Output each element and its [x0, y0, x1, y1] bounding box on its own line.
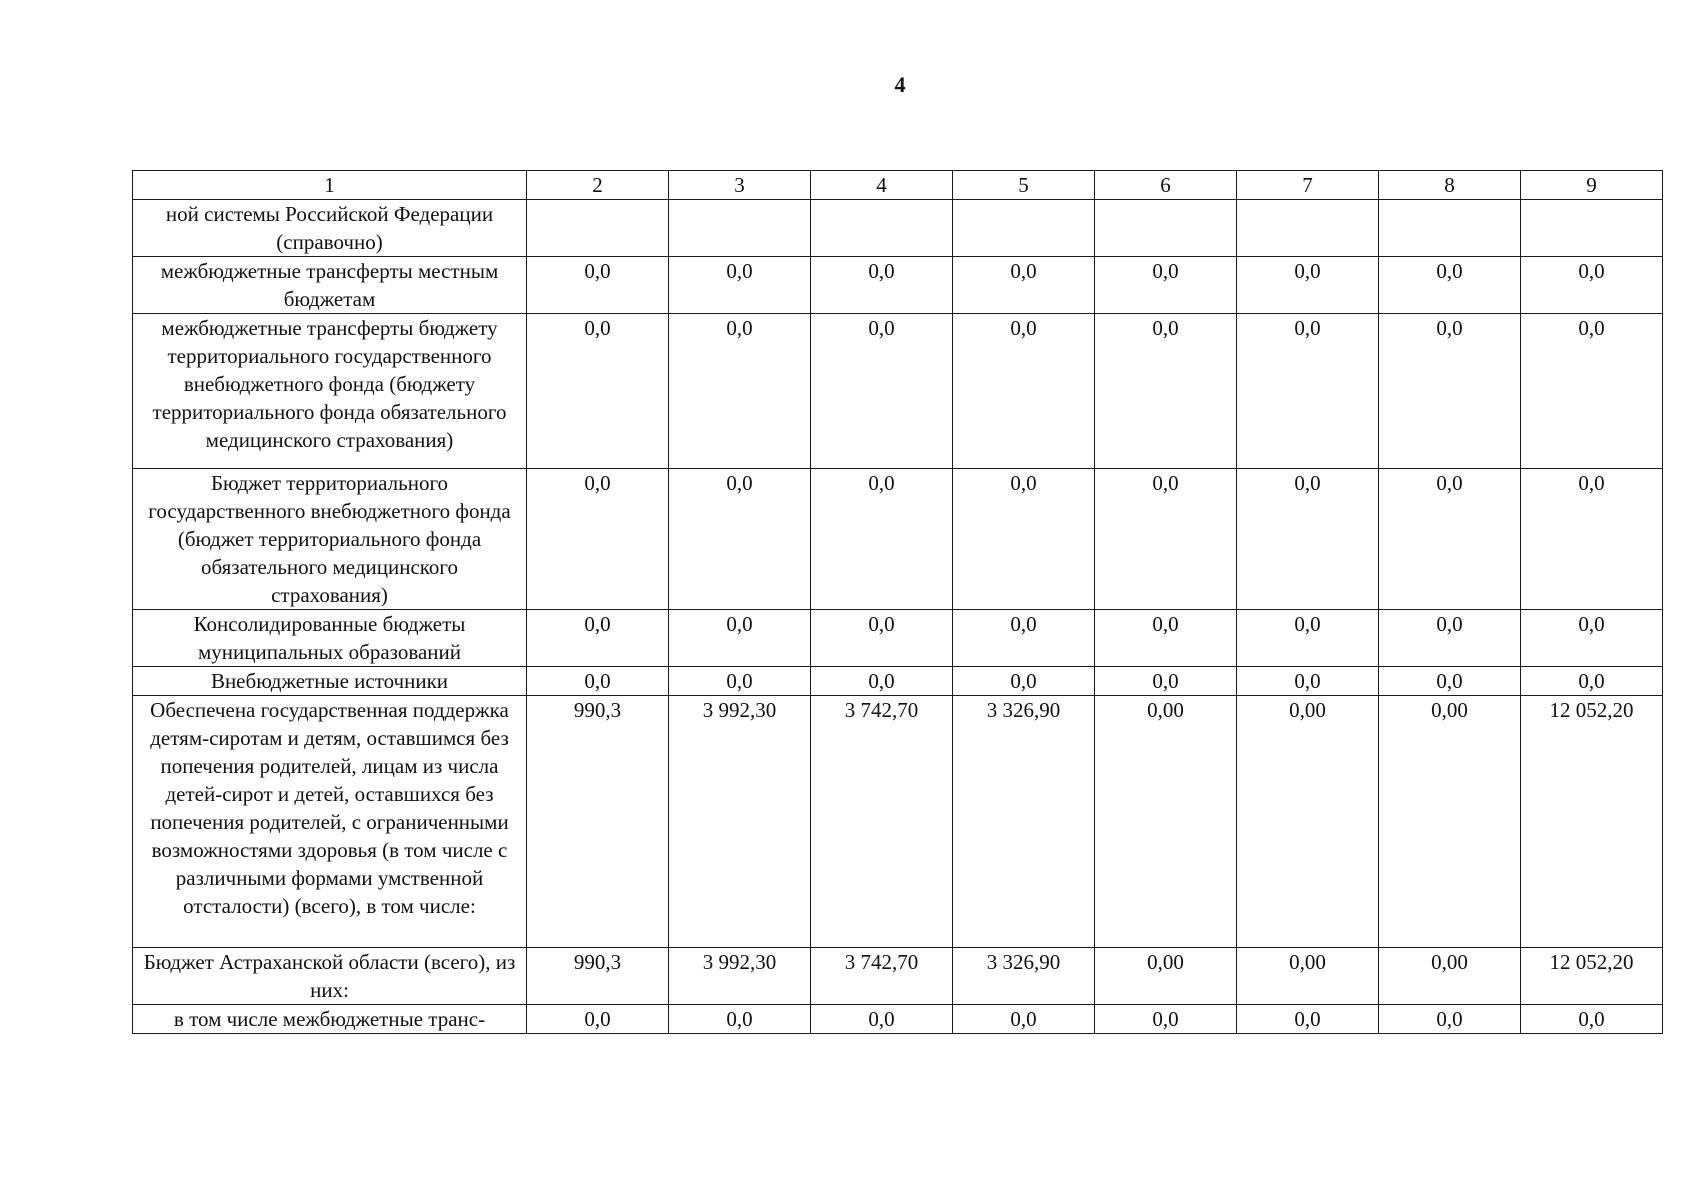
table-row — [133, 257, 1663, 314]
value-cell: 0,0 — [811, 1005, 953, 1034]
page-number: 4 — [894, 72, 906, 97]
value-cell: 3 742,70 — [811, 948, 953, 1005]
row-label: Обеспечена государственная поддержка детям-сиротам и детям, оставшимся без попечения родителей, лицам из числа детей-сирот и детей, оставшихся без попечения родителей, с ограниченными возможностями здоровья (в том числе с различными формами умственной отсталости) (всего), в том числе: — [133, 696, 527, 948]
value-cell: 3 742,70 — [811, 696, 953, 948]
value-cell: 0,0 — [527, 314, 669, 469]
value-cell: 0,0 — [1521, 610, 1663, 667]
value-cell: 0,0 — [527, 469, 669, 610]
value-cell: 0,00 — [1095, 948, 1237, 1005]
value-cell: 0,0 — [1521, 667, 1663, 696]
budget-table — [132, 170, 1663, 1034]
row-label: Внебюджетные источники — [133, 667, 527, 696]
row-label: Бюджет Астраханской области (всего), из них: — [133, 948, 527, 1005]
value-cell: 0,0 — [811, 314, 953, 469]
value-cell: 0,0 — [669, 667, 811, 696]
value-cell: 3 326,90 — [953, 696, 1095, 948]
column-number-header: 2 — [527, 171, 669, 200]
value-cell: 0,0 — [953, 257, 1095, 314]
value-cell: 0,0 — [1521, 469, 1663, 610]
value-cell: 0,0 — [953, 1005, 1095, 1034]
value-cell: 0,0 — [953, 610, 1095, 667]
column-number-header: 7 — [1237, 171, 1379, 200]
value-cell: 0,0 — [1521, 1005, 1663, 1034]
value-cell — [1521, 200, 1663, 257]
value-cell: 0,00 — [1237, 696, 1379, 948]
value-cell: 0,0 — [1379, 257, 1521, 314]
value-cell: 0,0 — [1379, 469, 1521, 610]
table-row — [133, 314, 1663, 469]
value-cell: 0,0 — [1095, 667, 1237, 696]
value-cell: 0,0 — [1095, 469, 1237, 610]
table-row — [133, 200, 1663, 257]
row-label: межбюджетные трансферты бюджету территориального государственного внебюджетного фонда (бюджету территориального фонда обязательного медицинского страхования) — [133, 314, 527, 469]
value-cell: 0,00 — [1237, 948, 1379, 1005]
row-label: ной системы Российской Федерации (справочно) — [133, 200, 527, 257]
value-cell: 0,0 — [1521, 257, 1663, 314]
value-cell: 0,0 — [527, 1005, 669, 1034]
value-cell: 3 326,90 — [953, 948, 1095, 1005]
value-cell — [669, 200, 811, 257]
value-cell: 0,0 — [669, 610, 811, 667]
row-label: в том числе межбюджетные транс- — [133, 1005, 527, 1034]
value-cell: 0,0 — [1095, 314, 1237, 469]
value-cell: 0,0 — [527, 610, 669, 667]
row-label: межбюджетные трансферты местным бюджетам — [133, 257, 527, 314]
value-cell: 0,0 — [1095, 610, 1237, 667]
value-cell: 0,0 — [1237, 610, 1379, 667]
value-cell: 0,0 — [1379, 1005, 1521, 1034]
table-row — [133, 948, 1663, 1005]
value-cell: 0,0 — [953, 314, 1095, 469]
value-cell: 0,00 — [1379, 696, 1521, 948]
row-label: Консолидированные бюджеты муниципальных образований — [133, 610, 527, 667]
value-cell: 0,00 — [1095, 696, 1237, 948]
value-cell: 0,0 — [1379, 667, 1521, 696]
value-cell: 0,0 — [1095, 1005, 1237, 1034]
value-cell: 990,3 — [527, 696, 669, 948]
column-number-header: 4 — [811, 171, 953, 200]
value-cell: 0,0 — [1237, 257, 1379, 314]
value-cell: 0,0 — [1237, 1005, 1379, 1034]
table-row — [133, 667, 1663, 696]
value-cell — [1379, 200, 1521, 257]
value-cell: 0,0 — [1237, 314, 1379, 469]
table-row — [133, 469, 1663, 610]
value-cell: 0,0 — [811, 469, 953, 610]
value-cell: 0,0 — [669, 314, 811, 469]
value-cell: 0,0 — [527, 257, 669, 314]
value-cell: 0,0 — [953, 667, 1095, 696]
column-number-header: 9 — [1521, 171, 1663, 200]
value-cell: 0,0 — [669, 1005, 811, 1034]
value-cell: 0,0 — [1095, 257, 1237, 314]
value-cell: 3 992,30 — [669, 696, 811, 948]
value-cell: 990,3 — [527, 948, 669, 1005]
value-cell: 12 052,20 — [1521, 948, 1663, 1005]
table-row — [133, 610, 1663, 667]
value-cell: 0,00 — [1379, 948, 1521, 1005]
value-cell: 0,0 — [527, 667, 669, 696]
value-cell: 0,0 — [811, 610, 953, 667]
value-cell: 0,0 — [669, 469, 811, 610]
value-cell: 3 992,30 — [669, 948, 811, 1005]
value-cell: 0,0 — [953, 469, 1095, 610]
row-label: Бюджет территориального государственного внебюджетного фонда (бюджет территориального фонда обязательного медицинского страхования) — [133, 469, 527, 610]
value-cell: 0,0 — [811, 667, 953, 696]
value-cell: 0,0 — [1521, 314, 1663, 469]
value-cell: 0,0 — [1379, 610, 1521, 667]
value-cell — [1237, 200, 1379, 257]
table-row — [133, 1005, 1663, 1034]
value-cell — [1095, 200, 1237, 257]
value-cell — [811, 200, 953, 257]
value-cell — [527, 200, 669, 257]
column-number-header: 3 — [669, 171, 811, 200]
value-cell: 12 052,20 — [1521, 696, 1663, 948]
column-number-header: 6 — [1095, 171, 1237, 200]
value-cell: 0,0 — [669, 257, 811, 314]
column-number-header: 5 — [953, 171, 1095, 200]
value-cell: 0,0 — [1237, 667, 1379, 696]
column-number-header: 8 — [1379, 171, 1521, 200]
value-cell: 0,0 — [1379, 314, 1521, 469]
value-cell: 0,0 — [811, 257, 953, 314]
value-cell: 0,0 — [1237, 469, 1379, 610]
column-number-header: 1 — [133, 171, 527, 200]
value-cell — [953, 200, 1095, 257]
table-row — [133, 696, 1663, 948]
table-header-row — [133, 171, 1663, 200]
